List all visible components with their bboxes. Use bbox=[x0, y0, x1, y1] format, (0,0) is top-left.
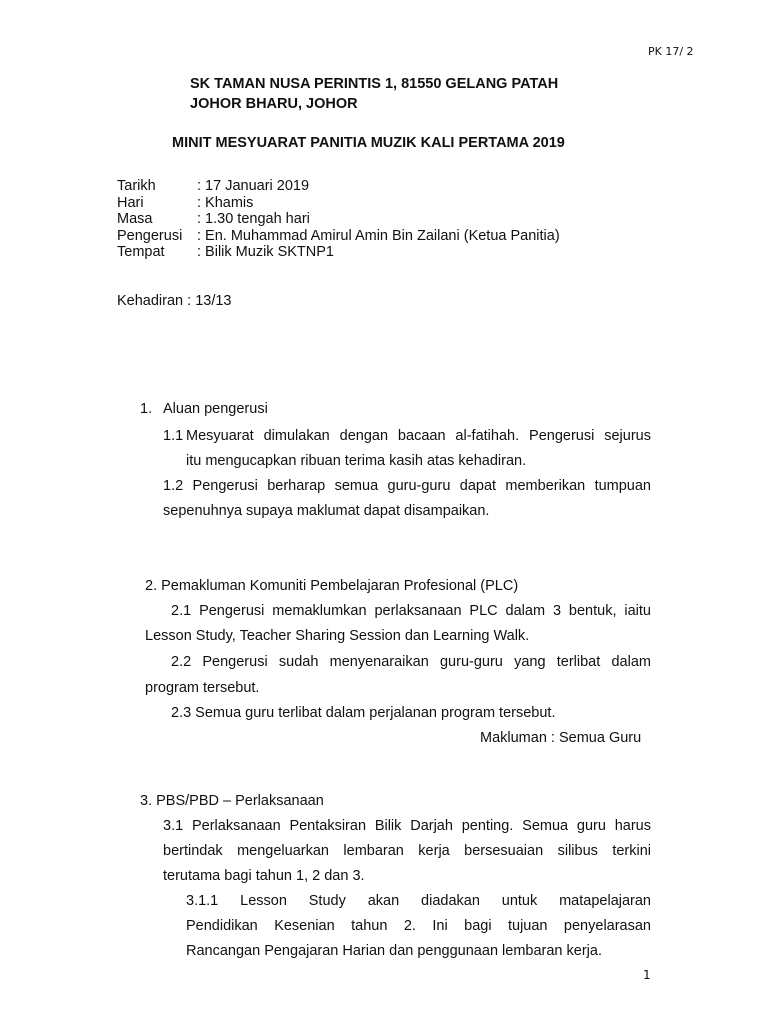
item-3-1-1-line-2: Pendidikan Kesenian tahun 2. Ini bagi tujuan penyelarasan bbox=[186, 918, 651, 934]
section-1-number: 1. bbox=[140, 401, 153, 417]
section-3-heading: 3. PBS/PBD – Perlaksanaan bbox=[140, 793, 324, 809]
school-name: SK TAMAN NUSA PERINTIS 1, 81550 GELANG PATAH bbox=[190, 76, 559, 92]
info-value: : 1.30 tengah hari bbox=[197, 211, 310, 227]
item-3-1-line-1: 3.1 Perlaksanaan Pentaksiran Bilik Darjah penting. Semua guru harus bbox=[163, 818, 651, 834]
info-row-pengerusi bbox=[117, 228, 560, 245]
item-2-1-line-1: 2.1 Pengerusi memaklumkan perlaksanaan PLC dalam 3 bentuk, iaitu bbox=[171, 603, 651, 619]
item-3-1-1-line-1: 3.1.1 Lesson Study akan diadakan untuk matapelajaran bbox=[186, 893, 651, 909]
item-1-1-line-1: Mesyuarat dimulakan dengan bacaan al-fatihah. Pengerusi sejurus bbox=[186, 428, 651, 444]
page-number: 1 bbox=[643, 968, 651, 982]
info-label: Masa bbox=[117, 211, 153, 227]
item-3-1-1-line-3: Rancangan Pengajaran Harian dan penggunaan lembaran kerja. bbox=[186, 943, 602, 959]
info-row-tarikh bbox=[117, 178, 560, 195]
item-3-1-line-2: bertindak mengeluarkan lembaran kerja bersesuaian silibus terkini bbox=[163, 843, 651, 859]
info-value: : Khamis bbox=[197, 194, 254, 211]
document-title: MINIT MESYUARAT PANITIA MUZIK KALI PERTAMA 2019 bbox=[172, 135, 565, 151]
info-value: : En. Muhammad Amirul Amin Bin Zailani (Ketua Panitia) bbox=[197, 227, 560, 244]
attendance: Kehadiran : 13/13 bbox=[117, 293, 232, 309]
item-1-2-line-1: 1.2 Pengerusi berharap semua guru-guru dapat memberikan tumpuan bbox=[163, 478, 651, 494]
document-code: PK 17/ 2 bbox=[648, 45, 694, 58]
makluman-note: Makluman : Semua Guru bbox=[480, 730, 642, 746]
info-label: Tempat bbox=[117, 244, 165, 260]
info-value: : Bilik Muzik SKTNP1 bbox=[197, 244, 334, 260]
info-label: Hari bbox=[117, 194, 144, 211]
info-value: : 17 Januari 2019 bbox=[197, 178, 310, 194]
info-label: Pengerusi bbox=[117, 227, 183, 244]
section-2-heading: 2. Pemakluman Komuniti Pembelajaran Profesional (PLC) bbox=[145, 578, 519, 594]
item-2-2-line-1: 2.2 Pengerusi sudah menyenaraikan guru-guru yang terlibat dalam bbox=[171, 654, 651, 670]
info-label: Tarikh bbox=[117, 178, 156, 194]
item-1-2-line-2: sepenuhnya supaya maklumat dapat disampaikan. bbox=[163, 503, 490, 519]
info-row-tempat bbox=[117, 244, 560, 261]
info-row-hari bbox=[117, 195, 560, 212]
section-1-heading: Aluan pengerusi bbox=[163, 401, 268, 417]
item-1-1-number: 1.1 bbox=[163, 428, 184, 444]
meeting-info bbox=[117, 178, 560, 261]
info-row-masa bbox=[117, 211, 560, 228]
item-3-1-line-3: terutama bagi tahun 1, 2 dan 3. bbox=[163, 868, 365, 884]
item-2-3: 2.3 Semua guru terlibat dalam perjalanan program tersebut. bbox=[171, 705, 556, 721]
item-2-2-line-2: program tersebut. bbox=[145, 680, 260, 696]
item-1-1-line-2: itu mengucapkan ribuan terima kasih atas kehadiran. bbox=[186, 453, 527, 469]
school-address: JOHOR BHARU, JOHOR bbox=[190, 96, 358, 112]
item-2-1-line-2: Lesson Study, Teacher Sharing Session dan Learning Walk. bbox=[145, 628, 530, 644]
